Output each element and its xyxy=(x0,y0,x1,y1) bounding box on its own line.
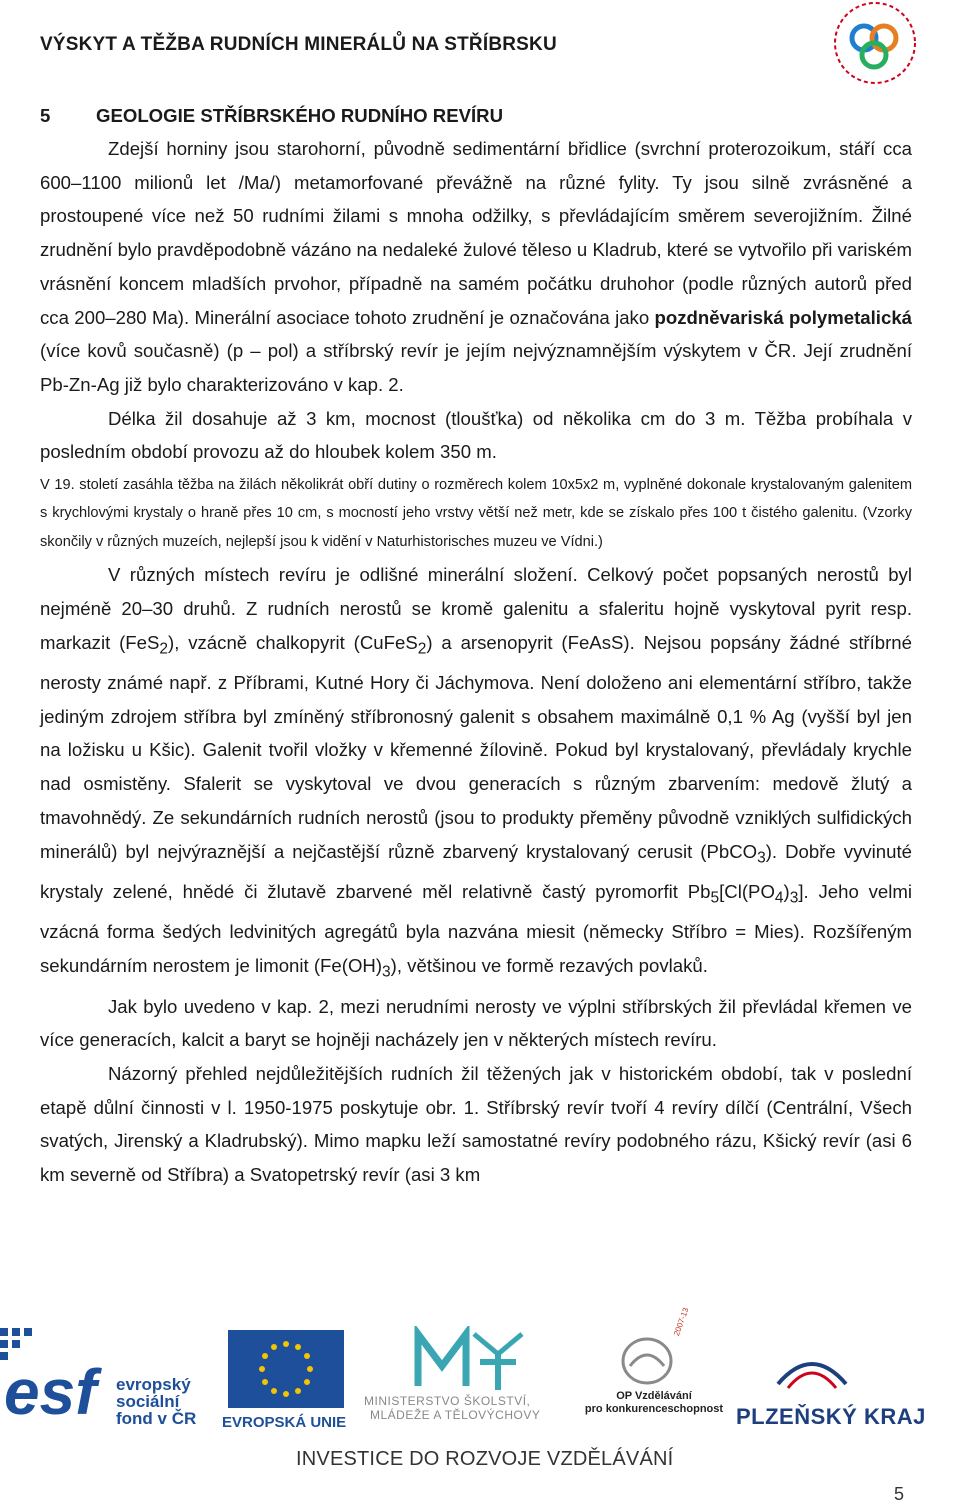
paragraph-text: [Cl(PO xyxy=(719,881,775,903)
paragraph-text: (více kovů současně) (p – pol) a stříbrský revír je jejím nejvýznamnějším výskytem v ČR. Její zrudnění Pb-Zn-Ag již bylo charakterizováno v kap. 2. xyxy=(40,340,912,395)
msmt-line: MINISTERSTVO ŠKOLSTVÍ, xyxy=(364,1394,531,1408)
paragraph-text: ), většinou ve formě rezavých povlaků. xyxy=(390,955,708,977)
paragraph-text: ) xyxy=(783,881,790,903)
document-body xyxy=(40,100,912,1192)
subscript: 3 xyxy=(757,849,766,867)
subscript: 5 xyxy=(710,889,720,907)
subscript: 3 xyxy=(789,889,799,907)
esf-line: sociální xyxy=(116,1392,180,1411)
eu-flag xyxy=(228,1330,344,1408)
esf-line: fond v ČR xyxy=(116,1409,197,1428)
footer-logos xyxy=(0,1306,960,1442)
subscript: 2 xyxy=(417,640,427,658)
msmt-line: MLÁDEŽE A TĚLOVÝCHOVY xyxy=(370,1408,541,1422)
esf-subtitle xyxy=(116,1376,196,1427)
subscript: 3 xyxy=(382,963,391,981)
school-logo xyxy=(832,0,918,86)
paragraph-minerals xyxy=(40,558,912,989)
paragraph-nonore: Jak bylo uvedeno v kap. 2, mezi nerudními nerosty ve výplni stříbrských žil převládal křemen ve více generacích, kalcit a baryt se hojněji nacházely jen v některých místech revíru. xyxy=(40,995,912,1051)
paragraph-text: ) a arsenopyrit (FeAsS). Nejsou popsány žádné stříbrné nerosty známé např. z Příbrami, Kutné Hory či Jáchymova. Není doloženo ani elementární stříbro, takže jediným zdrojem stříbra byl zmíněný stříbronosný galenit s obsahem maximálně 0,1 % Ag (vyšší byl jen na ložisku u Kšic). Galenit tvořil vložky v křemenné žílovině. Pokud byl krystalovaný, převládaly krychle nad osmistěny. Sfalerit se vyskytoval ve dvou generacích s různým zbarvením: medově žlutý a tmavohnědý. Ze sekundárních rudních nerostů (jsou to produkty přeměny původně vzniklých sulfidických minerálů) byl nejvýraznější a nejčastější různě zbarvený krystalovaný cerusit (PbCO xyxy=(40,631,912,862)
paragraph-text: V různých místech revíru je odlišné minerální složení. Celkový počet popsaných nerostů byl nejméně 20–30 druhů. Z rudních nerostů se kromě galenitu a sfaleritu hojně vyskytoval pyrit resp. markazit (FeS xyxy=(40,564,912,653)
subscript: 2 xyxy=(159,640,169,658)
paragraph-text: Zdejší horniny jsou starohorní, původně sedimentární břidlice (svrchní proterozoikum, stáří cca 600–1100 milionů let /Ma/) metamorfované převážně na různé fylity. Ty jsou silně zvrásněné a prostoupené více než 50 rudními žilami s mnoha odžilky, s převládajícím směrem severojižním. Žilné zrudnění bylo pravděpodobně vázáno na nedaleké žulové těleso u Kladrub, které se vytvořilo při variském vrásnění koncem mladších prvohor, případně na samém počátku druhohor (podle různých autorů před cca 200–280 Ma). Minerální asociace tohoto zrudnění je označována jako xyxy=(40,138,912,328)
paragraph-cavities: V 19. století zasáhla těžba na žilách několikrát obří dutiny o rozměrech kolem 10x5x2 m, vyplněné dokonale krystalovaným galenitem s krychlovými krystaly o hraně přes 10 cm, s mocností jeho vrstvy větší než metr, kde se získalo přes 100 t čistého galenitu. (Vzorky skončily v různých muzeích, nejlepší jsou k vidění v Naturhistorisches muzeu ve Vídni.) xyxy=(40,477,912,550)
op-line: OP Vzdělávání xyxy=(616,1390,692,1402)
paragraph-text: ]. Jeho velmi vzácná forma šedých ledvinitých agregátů byla nazvána miesit (německy Stříbro = Mies). Rozšířeným sekundárním nerostem je limonit (Fe(OH) xyxy=(40,881,912,977)
msmt-text xyxy=(364,1394,540,1422)
msmt-logo xyxy=(414,1326,524,1392)
paragraph-text: ). Dobře vyvinuté krystaly zelené, hnědé či žlutavě zbarvené měl relativně častý pyromorfit Pb xyxy=(40,840,912,903)
op-logo xyxy=(620,1336,674,1386)
pk-logo xyxy=(776,1344,848,1398)
pk-text: PLZEŇSKÝ KRAJ xyxy=(736,1404,926,1429)
page-number: 5 xyxy=(894,1484,905,1504)
esf-logo xyxy=(0,1328,112,1420)
esf-logo-text: esf xyxy=(4,1356,97,1420)
footer-tagline: INVESTICE DO ROZVOJE VZDĚLÁVÁNÍ xyxy=(296,1448,674,1470)
section-number: 5 xyxy=(40,105,51,126)
op-line: pro konkurenceschopnost xyxy=(584,1403,724,1415)
esf-line: evropský xyxy=(116,1375,191,1394)
op-badge: 2007-13 xyxy=(672,1306,691,1338)
emphasis-text: pozdněvariská polymetalická xyxy=(654,306,912,328)
page-header-title: VÝSKYT A TĚŽBA RUDNÍCH MINERÁLŮ NA STŘÍBRSKU xyxy=(40,34,557,55)
op-text xyxy=(584,1390,724,1416)
paragraph-geology xyxy=(40,132,912,402)
section-title: GEOLOGIE STŘÍBRSKÉHO RUDNÍHO REVÍRU xyxy=(96,105,504,126)
paragraph-text: ), vzácně chalkopyrit (CuFeS xyxy=(168,631,418,653)
paragraph-veins: Délka žil dosahuje až 3 km, mocnost (tloušťka) od několika cm do 3 m. Těžba probíhala v posledním období provozu až do hloubek kolem 350 m. xyxy=(40,407,912,463)
eu-text: EVROPSKÁ UNIE xyxy=(222,1414,347,1431)
subscript: 4 xyxy=(774,889,784,907)
section-heading xyxy=(40,100,912,132)
paragraph-overview: Názorný přehled nejdůležitějších rudních žil těžených jak v historickém období, tak v poslední etapě důlní činnosti v l. 1950-1975 poskytuje obr. 1. Stříbrský revír tvoří 4 revíry dílčí (Centrální, Všech svatých, Jirenský a Kladrubský). Mimo mapku leží samostatné revíry podobného rázu, Kšický revír (asi 6 km severně od Stříbra) a Svatopetrský revír (asi 3 km xyxy=(40,1062,912,1186)
